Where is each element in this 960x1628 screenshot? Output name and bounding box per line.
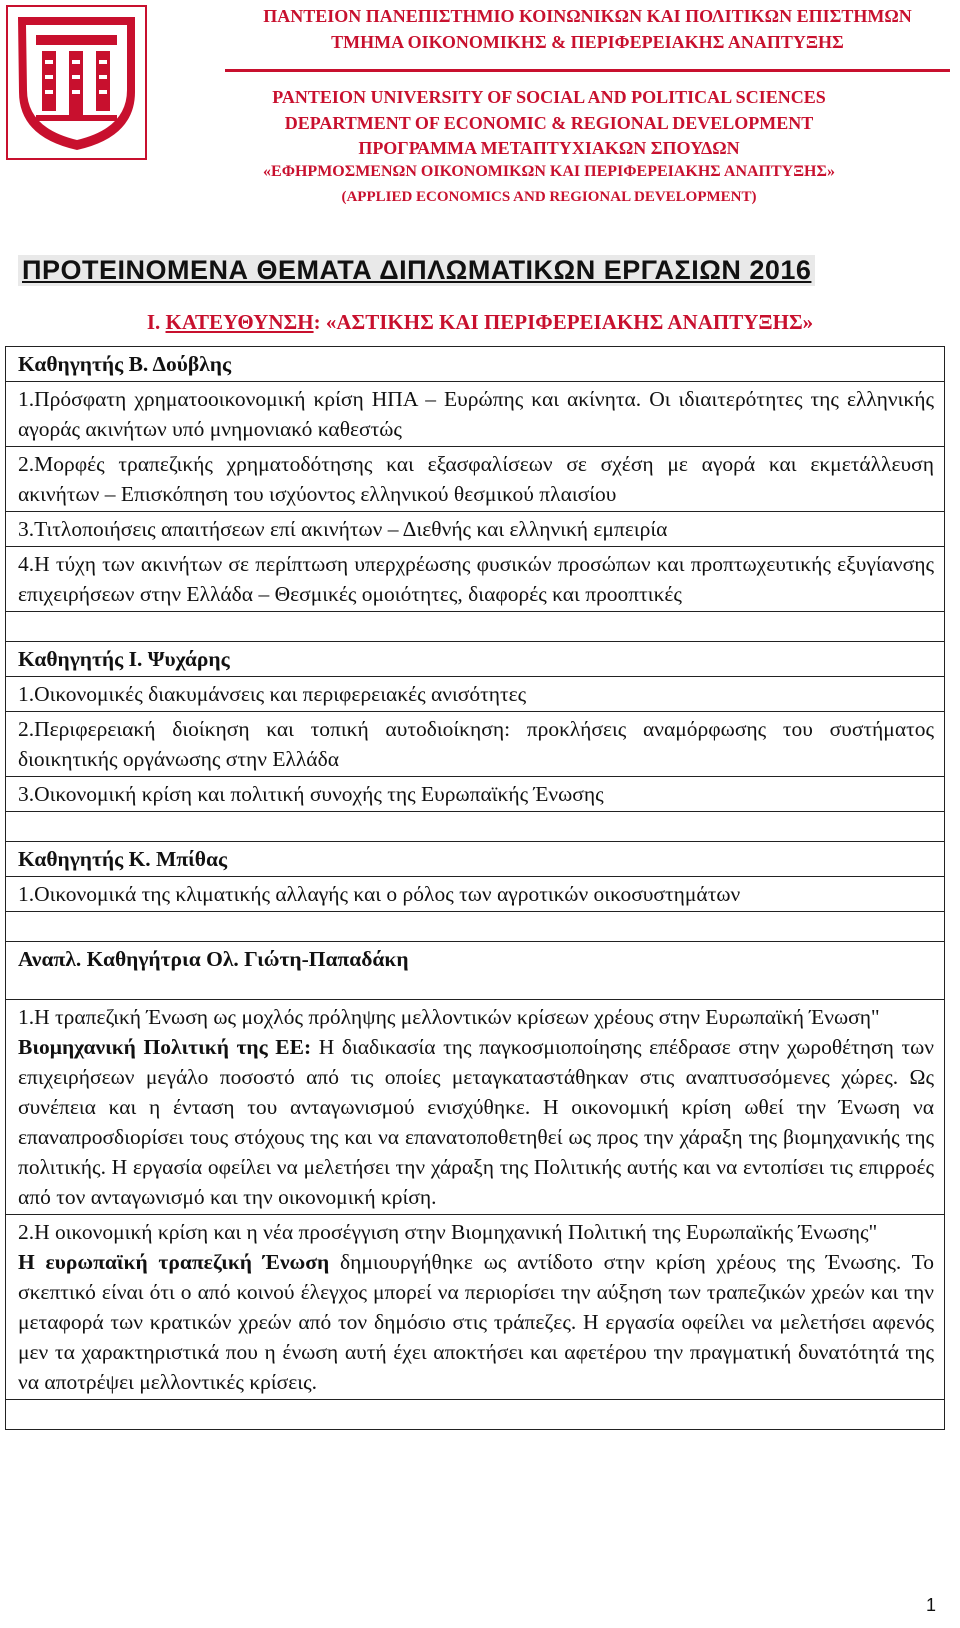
page-title: ΠΡΟΤΕΙΝΟΜΕΝΑ ΘΕΜΑΤΑ ΔΙΠΛΩΜΑΤΙΚΩΝ ΕΡΓΑΣΙΩΝ 2016: [18, 255, 815, 286]
topic-item: [5, 1000, 945, 1215]
topic-item: 1.Οικονομικές διακυμάνσεις και περιφερειακές ανισότητες: [5, 677, 945, 712]
header-divider: [225, 69, 950, 72]
topic-item: 4.Η τύχη των ακινήτων σε περίπτωση υπερχρέωσης φυσικών προσώπων και προπτωχευτικής εξυγίανσης επιχειρήσεων στην Ελλάδα – Θεσμικές ομοιότητες, διαφορές και προοπτικές: [5, 547, 945, 612]
topic-item: [5, 1215, 945, 1400]
topic-item: 3.Οικονομική κρίση και πολιτική συνοχής της Ευρωπαϊκής Ένωσης: [5, 777, 945, 812]
topic-body: δημιουργήθηκε ως αντίδοτο στην κρίση χρέους της Ένωσης. Το σκεπτικό είναι ότι ο από κοινού έλεγχος μπορεί να περιορίσει την αύξηση των τραπεζικών χρεών και την μεταφορά των κρατικών χρεών από τον δημόσιο στις τράπεζες. Η εργασία οφείλει να μελετήσει αφενός μεν τα χαρακτηριστικά που η ένωση αυτή έχει αποκτήσει και αφετέρου την πραγματική δυνατότητά της να αποτρέψει μελλοντικές κρίσεις.: [18, 1250, 935, 1394]
topic-item: 3.Τιτλοποιήσεις απαιτήσεων επί ακινήτων – Διεθνής και ελληνική εμπειρία: [5, 512, 945, 547]
section-heading: [0, 310, 960, 335]
topic-title: 2.Η οικονομική κρίση και η νέα προσέγγιση στην Βιομηχανική Πολιτική της Ευρωπαϊκής Ένωσης": [18, 1220, 878, 1244]
spacer-row: [5, 912, 945, 942]
topic-item: 1.Οικονομικά της κλιματικής αλλαγής και ο ρόλος των αγροτικών οικοσυστημάτων: [5, 877, 945, 912]
topic-description: [18, 1247, 934, 1397]
section-prefix: I.: [146, 310, 166, 334]
topic-item: 2.Μορφές τραπεζικής χρηματοδότησης και εξασφαλίσεων σε σχέση με αγορά και εκμετάλλευση ακινήτων – Επισκόπηση του ισχύοντος ελληνικού θεσμικού πλαισίου: [5, 447, 945, 512]
topic-lead: Η ευρωπαϊκή τραπεζική Ένωση: [18, 1250, 330, 1274]
professor-name: Αναπλ. Καθηγήτρια Ολ. Γιώτη-Παπαδάκη: [5, 942, 945, 1000]
professor-name: Καθηγητής Κ. Μπίθας: [5, 842, 945, 877]
page-number: 1: [925, 1595, 936, 1615]
section-rest: : «ΑΣΤΙΚΗΣ ΚΑΙ ΠΕΡΙΦΕΡΕΙΑΚΗΣ ΑΝΑΠΤΥΞΗΣ»: [313, 310, 814, 334]
professor-name: Καθηγητής Ι. Ψυχάρης: [5, 642, 945, 677]
topics-table: [5, 346, 945, 1430]
header-program-greek: ΠΡΟΓΡΑΜΜΑ ΜΕΤΑΠΤΥΧΙΑΚΩΝ ΣΠΟΥΔΩΝ: [358, 138, 740, 158]
section-label: ΚΑΤΕΥΘΥΝΣΗ: [165, 310, 314, 334]
header-department-greek: ΤΜΗΜΑ ΟΙΚΟΝΟΜΙΚΗΣ & ΠΕΡΙΦΕΡΕΙΑΚΗΣ ΑΝΑΠΤΥΞΗΣ: [331, 32, 844, 52]
topic-description: [18, 1032, 934, 1212]
header-program-name-english: (APPLIED ECONOMICS AND REGIONAL DEVELOPMENT): [341, 189, 757, 205]
topic-item: 2.Περιφερειακή διοίκηση και τοπική αυτοδιοίκηση: προκλήσεις αναμόρφωσης του συστήματος διοικητικής οργάνωσης στην Ελλάδα: [5, 712, 945, 777]
header-department-english: DEPARTMENT OF ECONOMIC & REGIONAL DEVELOPMENT: [284, 113, 814, 133]
header-university-greek: ΠΑΝΤΕΙΟΝ ΠΑΝΕΠΙΣΤΗΜΙΟ ΚΟΙΝΩΝΙΚΩΝ ΚΑΙ ΠΟΛΙΤΙΚΩΝ ΕΠΙΣΤΗΜΩΝ: [263, 6, 912, 26]
professor-name: Καθηγητής Β. Δούβλης: [5, 346, 945, 382]
topic-item: 1.Πρόσφατη χρηματοοικονομική κρίση ΗΠΑ – Ευρώπης και ακίνητα. Οι ιδιαιτερότητες της ελληνικής αγοράς ακινήτων υπό μνημονιακό καθεστώς: [5, 382, 945, 447]
topic-body: Η διαδικασία της παγκοσμιοποίησης επέδρασε στην χωροθέτηση των επιχειρήσεων μεγάλο ποσοστό από τις οποίες μεταγκαταστάθηκαν στις αναπτυσσόμενες χώρες. Ως συνέπεια και η ένταση του ανταγωνισμού ενισχύθηκε. Η οικονομική κρίση ωθεί την Ένωση να επαναπροσδιορίσει τους στόχους της και να επανατοποθετηθεί ως προς την χάραξη της βιομηχανικής της πολιτικής. Η εργασία οφείλει να μελετήσει την χάραξη της Πολιτικής αυτής και να εντοπίσει τις επιρροές από τον ανταγωνισμό και την οικονομική κρίση.: [18, 1035, 934, 1209]
spacer-row: [5, 612, 945, 642]
university-logo: [6, 5, 147, 160]
spacer-row: [5, 812, 945, 842]
spacer-row: [5, 1400, 945, 1430]
header-university-english: PANTEION UNIVERSITY OF SOCIAL AND POLITICAL SCIENCES: [272, 87, 826, 107]
topic-lead: Βιομηχανική Πολιτική της ΕΕ:: [18, 1035, 312, 1059]
topic-title: 1.Η τραπεζική Ένωση ως μοχλός πρόληψης μελλοντικών κρίσεων χρέους στην Ευρωπαϊκή Ένωση": [18, 1005, 880, 1029]
header-program-name-greek: «ΕΦΗΡΜΟΣΜΕΝΩΝ ΟΙΚΟΝΟΜΙΚΩΝ ΚΑΙ ΠΕΡΙΦΕΡΕΙΑΚΗΣ ΑΝΑΠΤΥΞΗΣ»: [263, 163, 835, 180]
